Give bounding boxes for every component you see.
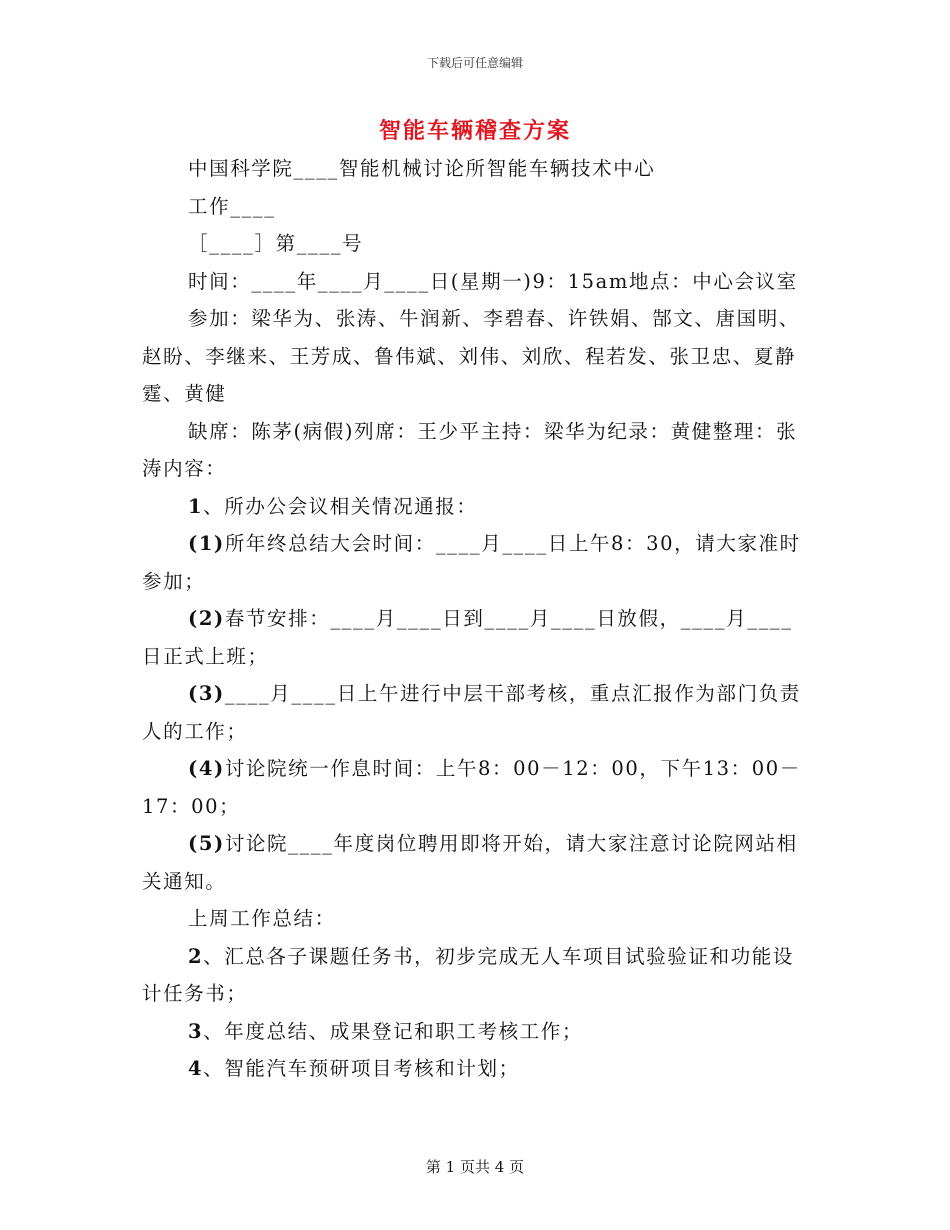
page-header: 下载后可任意编辑 bbox=[426, 56, 523, 70]
item-number: 3 bbox=[188, 1019, 204, 1043]
item-number: 2 bbox=[188, 944, 204, 968]
paragraph-item-3 bbox=[142, 1013, 810, 1051]
paragraph-doc-number bbox=[142, 225, 810, 263]
paragraph-subitem-4 bbox=[142, 750, 810, 825]
paragraph-last-week-summary bbox=[142, 900, 810, 938]
paragraph-text: 讨论院____年度岗位聘用即将开始，请大家注意讨论院网站相关通知。 bbox=[142, 832, 798, 893]
paragraph-text: ____月____日上午进行中层干部考核，重点汇报作为部门负责人的工作； bbox=[142, 682, 801, 743]
item-number: 1 bbox=[188, 494, 204, 518]
paragraph-subitem-5 bbox=[142, 825, 810, 900]
paragraph-subitem-3 bbox=[142, 675, 810, 750]
item-number: (5) bbox=[188, 832, 225, 855]
paragraph-attendees bbox=[142, 300, 810, 413]
paragraph-text: 上周工作总结： bbox=[188, 907, 336, 930]
item-number: (1) bbox=[188, 532, 225, 555]
paragraph-text: 、智能汽车预研项目考核和计划； bbox=[203, 1057, 520, 1080]
paragraph-text: 、汇总各子课题任务书，初步完成无人车项目试验验证和功能设计任务书； bbox=[142, 944, 794, 1005]
paragraph-text: 缺席：陈茅(病假)列席：王少平主持：梁华为纪录：黄健整理：张涛内容： bbox=[142, 419, 798, 480]
paragraph-text: 参加：梁华为、张涛、牛润新、李碧春、许铁娟、郜文、唐国明、赵盼、李继来、王芳成、鲁伟斌、刘伟、刘欣、程若发、张卫忠、夏静霆、黄健 bbox=[142, 307, 800, 405]
paragraph-time-location bbox=[142, 263, 810, 301]
document-body bbox=[142, 150, 810, 1088]
paragraph-institute bbox=[142, 150, 810, 188]
item-number: (4) bbox=[188, 757, 225, 780]
paragraph-text: 中国科学院____智能机械讨论所智能车辆技术中心 bbox=[188, 157, 656, 180]
item-number: (2) bbox=[188, 607, 225, 630]
paragraph-item-2 bbox=[142, 938, 810, 1013]
paragraph-subitem-1 bbox=[142, 525, 810, 600]
paragraph-subitem-2 bbox=[142, 600, 810, 675]
paragraph-absent bbox=[142, 413, 810, 488]
paragraph-text: ［____］第____号 bbox=[188, 232, 364, 255]
paragraph-text: 、年度总结、成果登记和职工考核工作； bbox=[203, 1019, 583, 1043]
paragraph-item-1 bbox=[142, 488, 810, 526]
paragraph-text: 讨论院统一作息时间：上午8：00－12：00，下午13：00－17：00； bbox=[142, 757, 801, 818]
paragraph-text: 所年终总结大会时间：____月____日上午8：30，请大家准时参加； bbox=[142, 532, 801, 593]
paragraph-text: 春节安排：____月____日到____月____日放假，____月____日正式上班； bbox=[142, 607, 793, 668]
page-footer: 第 1 页共 4 页 bbox=[425, 1158, 525, 1176]
paragraph-item-4 bbox=[142, 1050, 810, 1088]
paragraph-text: 、所办公会议相关情况通报： bbox=[203, 494, 478, 518]
paragraph-work bbox=[142, 188, 810, 226]
document-title: 智能车辆稽查方案 bbox=[378, 118, 571, 144]
paragraph-text: 工作____ bbox=[188, 194, 276, 218]
item-number: (3) bbox=[188, 682, 225, 705]
paragraph-text: 时间：____年____月____日(星期一)9：15am地点：中心会议室 bbox=[188, 269, 798, 293]
item-number: 4 bbox=[188, 1057, 204, 1080]
